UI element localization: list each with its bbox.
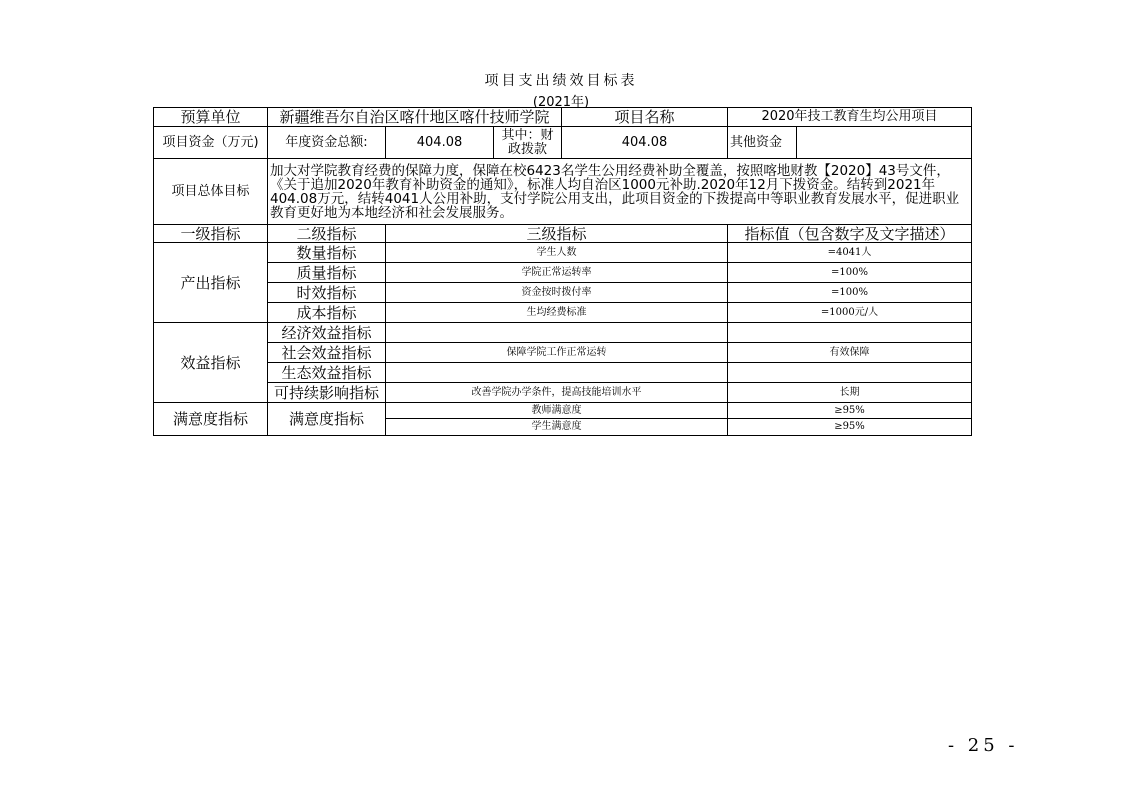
value-cell: =4041人 [728, 243, 972, 263]
level3-cell: 生均经费标准 [386, 303, 728, 323]
level1-benefit: 效益指标 [154, 323, 268, 403]
header-level1: 一级指标 [154, 225, 268, 243]
level1-output: 产出指标 [154, 243, 268, 323]
budget-unit-label: 预算单位 [154, 108, 268, 127]
fiscal-label: 其中：财政拨款 [494, 127, 562, 159]
annual-total-label: 年度资金总额: [268, 127, 386, 159]
funds-row [154, 127, 972, 159]
goal-label: 项目总体目标 [154, 159, 268, 225]
page-number: - 25 - [948, 735, 1019, 756]
level3-cell: 学院正常运转率 [386, 263, 728, 283]
table-row [154, 343, 972, 363]
table-row [154, 243, 972, 263]
level3-cell: 改善学院办学条件，提高技能培训水平 [386, 383, 728, 403]
level3-cell [386, 363, 728, 383]
budget-unit-value: 新疆维吾尔自治区喀什地区喀什技师学院 [268, 108, 562, 127]
table-row [154, 363, 972, 383]
project-name-label: 项目名称 [562, 108, 728, 127]
header-level3: 三级指标 [386, 225, 728, 243]
table-row [154, 283, 972, 303]
level3-cell: 学生人数 [386, 243, 728, 263]
document-title: 项目支出绩效目标表 [484, 73, 638, 89]
value-cell [728, 363, 972, 383]
value-cell: =100% [728, 283, 972, 303]
level2-cell: 数量指标 [268, 243, 386, 263]
level2-cell: 社会效益指标 [268, 343, 386, 363]
table-row [154, 383, 972, 403]
value-cell: 长期 [728, 383, 972, 403]
table-row [154, 403, 972, 419]
level3-cell: 保障学院工作正常运转 [386, 343, 728, 363]
fiscal-value: 404.08 [562, 127, 728, 159]
annual-total-value: 404.08 [386, 127, 494, 159]
project-name-value: 2020年技工教育生均公用项目 [728, 108, 972, 127]
value-cell: ≥95% [728, 419, 972, 436]
level2-cell: 成本指标 [268, 303, 386, 323]
goal-text: 加大对学院教育经费的保障力度，保障在校6423名学生公用经费补助全覆盖，按照喀地财教【2020】43号文件，《关于追加2020年教育补助资金的通知》，标准人均自治区1000元补助.2020年12月下拨资金。结转到2021年404.08万元，结转4041人公用补助，支付学院公用支出，此项目资金的下拨提高中等职业教育发展水平，促进职业教育更好地为本地经济和社会发展服务。 [268, 159, 972, 225]
table-row [154, 303, 972, 323]
funds-label: 项目资金（万元) [154, 127, 268, 159]
info-row [154, 108, 972, 127]
level2-cell: 可持续影响指标 [268, 383, 386, 403]
value-cell: =1000元/人 [728, 303, 972, 323]
value-cell: 有效保障 [728, 343, 972, 363]
level2-cell: 生态效益指标 [268, 363, 386, 383]
value-cell: =100% [728, 263, 972, 283]
performance-table [153, 107, 972, 436]
level3-cell: 教师满意度 [386, 403, 728, 419]
table-row [154, 323, 972, 343]
level2-cell: 经济效益指标 [268, 323, 386, 343]
level1-satisfaction: 满意度指标 [154, 403, 268, 436]
level3-cell: 资金按时拨付率 [386, 283, 728, 303]
level2-satisfaction: 满意度指标 [268, 403, 386, 436]
other-funds-label: 其他资金 [728, 127, 797, 159]
level3-cell: 学生满意度 [386, 419, 728, 436]
header-value: 指标值（包含数字及文字描述） [728, 225, 972, 243]
value-cell [728, 323, 972, 343]
other-funds-value [797, 127, 972, 159]
header-level2: 二级指标 [268, 225, 386, 243]
table-row [154, 263, 972, 283]
level2-cell: 质量指标 [268, 263, 386, 283]
goal-row [154, 159, 972, 225]
document-year: (2021年) [532, 95, 590, 110]
value-cell: ≥95% [728, 403, 972, 419]
header-row [154, 225, 972, 243]
level3-cell [386, 323, 728, 343]
level2-cell: 时效指标 [268, 283, 386, 303]
